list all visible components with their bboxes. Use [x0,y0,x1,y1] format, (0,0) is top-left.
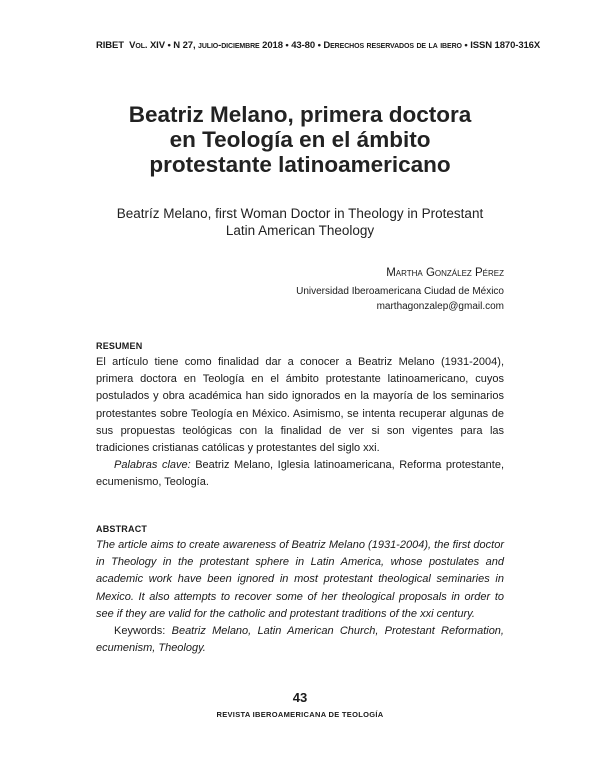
resumen-text: El artículo tiene como finalidad dar a conocer a Beatriz Melano (1931-2004), primera doctora en Teología en el ámbito protestante latinoamericano, cuyos postulados y obra académica han sido ignorados en la mayoría de los seminarios protestantes sobre Teología en México. Asimismo, se intenta recuperar algunas de sus propuestas teológicas con la finalidad de ver si son vigentes para las tradiciones cristianas católicas y protestantes del siglo xxi. [96,356,504,455]
header-separator: • [285,40,289,51]
resumen-keywords [96,457,504,491]
abstract-body [96,537,504,657]
subtitle-line-1: Beatríz Melano, first Woman Doctor in Theology in Protestant [116,206,484,221]
title-line-3: protestante latinoamericano [149,152,451,177]
running-header [96,40,541,51]
author-block [204,266,504,314]
journal-volume: Vol. XIV [129,40,165,51]
abstract-keywords-list: Beatriz Melano, Latin American Church, Protestant Reformation, ecumenism, Theology. [96,625,504,655]
rights-notice: Derechos reservados de la ibero [323,40,462,51]
footer-journal-name: REVISTA IBEROAMERICANA DE TEOLOGÍA [216,710,384,719]
resumen-body [96,354,504,492]
resumen-keywords-label: Palabras clave: [114,459,191,472]
abstract-keywords [96,623,504,657]
header-separator: • [464,40,468,51]
abstract-keywords-label: Keywords: [114,625,166,638]
abstract-heading: ABSTRACT [96,524,148,534]
resumen-heading: RESUMEN [96,341,143,351]
header-separator: • [167,40,171,51]
abstract-text: The article aims to create awareness of Beatriz Melano (1931-2004), the first doctor in Theology in the protestant sphere in Latin America, whose postulates and academic work have been ignored in most protestant theological seminaries in Mexico. It also attempts to recover some of her theological proposals in order to see if they are valid for the catholic and protestant traditions of the xxi century. [96,539,504,620]
page-number: 43 [292,690,308,705]
title-line-2: en Teología en el ámbito [169,127,431,152]
issn: ISSN 1870-316X [470,40,541,51]
article-subtitle [100,205,500,239]
header-separator: • [317,40,321,51]
subtitle-line-2: Latin American Theology [225,223,375,238]
page-range: 43-80 [291,40,316,51]
author-name: Martha González Pérez [386,267,504,279]
author-email: marthagonzalep@gmail.com [376,301,504,312]
article-title [90,102,510,177]
title-line-1: Beatriz Melano, primera doctora [128,102,472,127]
author-affiliation: Universidad Iberoamericana Ciudad de México [296,286,504,297]
journal-number: N 27, julio-diciembre 2018 [173,40,283,51]
resumen-keywords-list: Beatriz Melano, Iglesia latinoamericana, Reforma protestante, ecumenismo, Teología. [96,459,504,489]
journal-abbr: RIBET [96,40,125,51]
